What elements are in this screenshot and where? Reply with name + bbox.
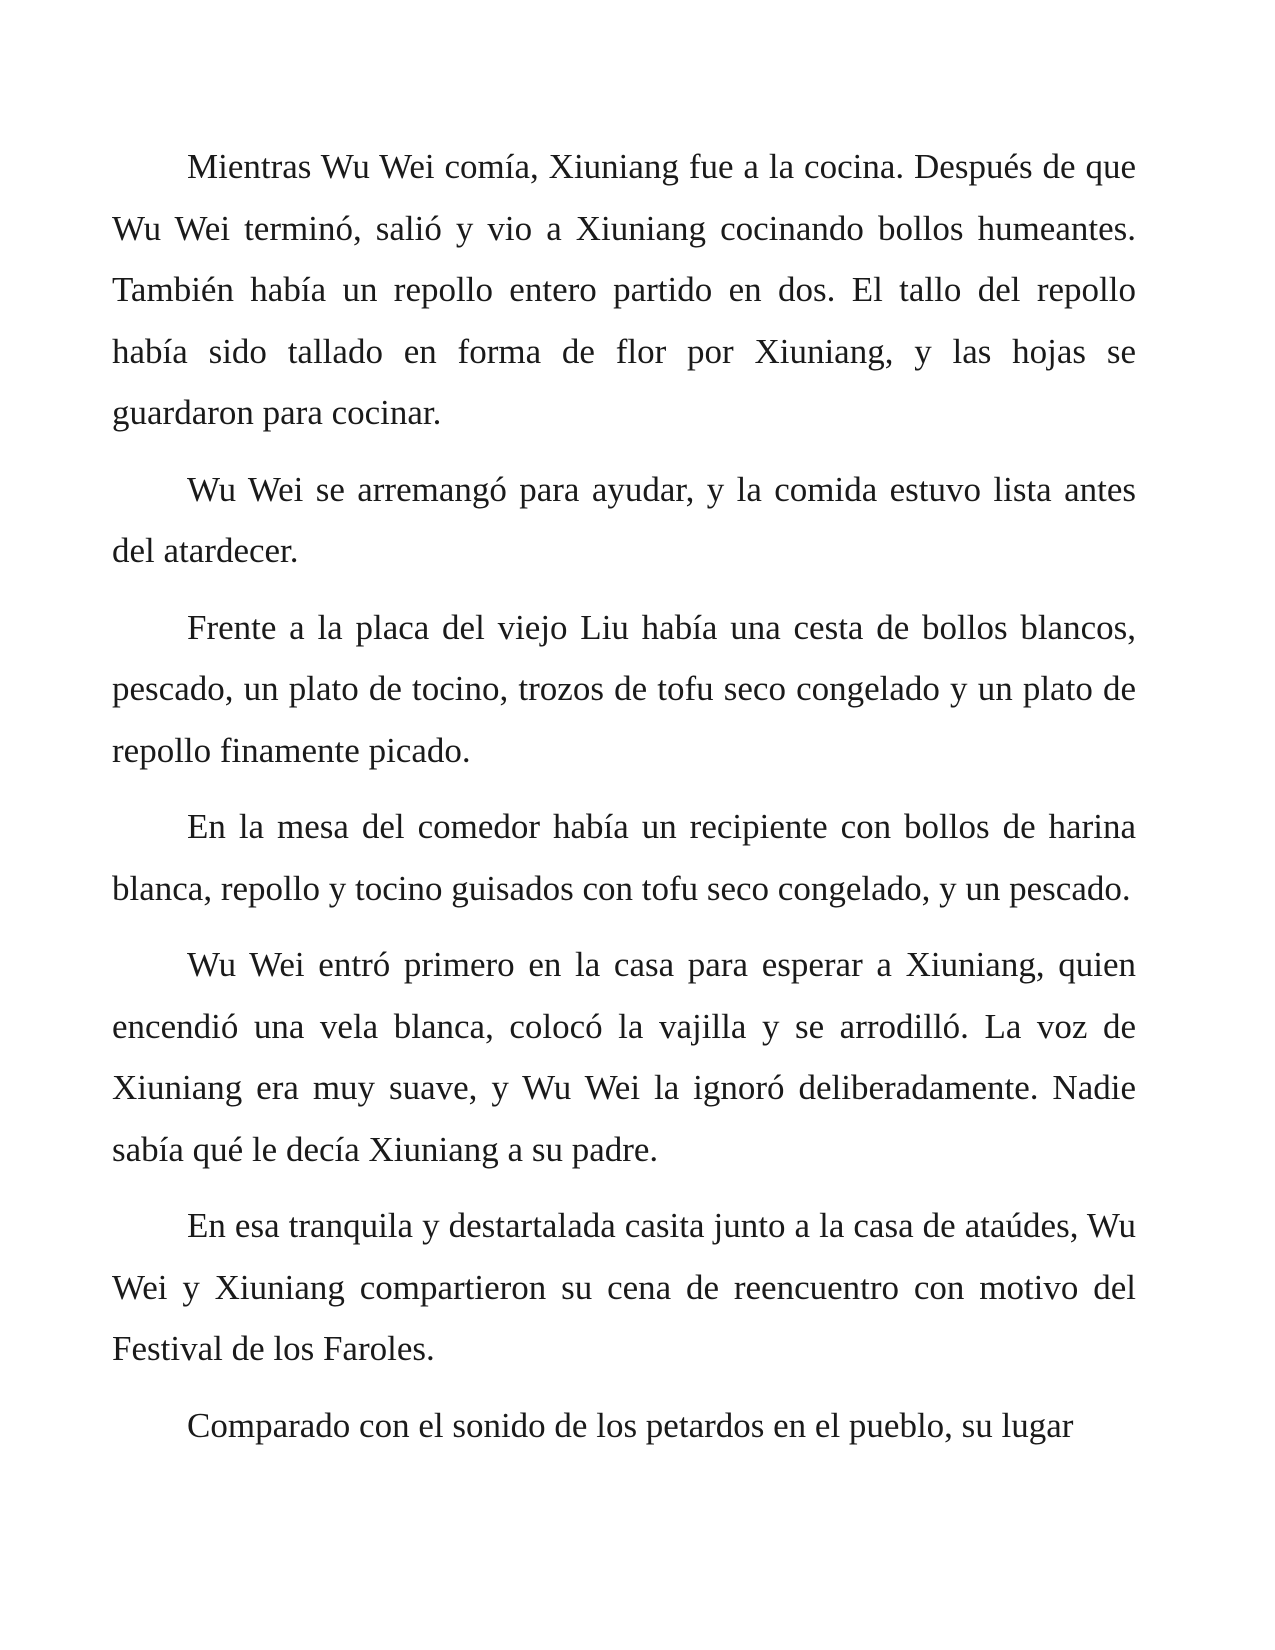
paragraph: En la mesa del comedor había un recipiente con bollos de harina blanca, repollo y tocino guisados con tofu seco congelado, y un pescado. [112,807,1136,908]
paragraph: Mientras Wu Wei comía, Xiuniang fue a la cocina. Después de que Wu Wei terminó, salió y vio a Xiuniang cocinando bollos humeantes. También había un repollo entero partido en dos. El tallo del repollo había sido tallado en forma de flor por Xiuniang, y las hojas se guardaron para cocinar. [112,147,1136,432]
paragraph: Wu Wei entró primero en la casa para esperar a Xiuniang, quien encendió una vela blanca, colocó la vajilla y se arrodilló. La voz de Xiuniang era muy suave, y Wu Wei la ignoró deliberadamente. Nadie sabía qué le decía Xiuniang a su padre. [112,945,1136,1169]
paragraph: En esa tranquila y destartalada casita junto a la casa de ataúdes, Wu Wei y Xiuniang compartieron su cena de reencuentro con motivo del Festival de los Faroles. [112,1206,1136,1368]
paragraph: Frente a la placa del viejo Liu había una cesta de bollos blancos, pescado, un plato de tocino, trozos de tofu seco congelado y un plato de repollo finamente picado. [112,607,1136,770]
document-page [112,136,1136,1471]
paragraph: Wu Wei se arremangó para ayudar, y la comida estuvo lista antes del atardecer. [112,469,1136,570]
paragraph: Comparado con el sonido de los petardos en el pueblo, su lugar [187,1405,1074,1445]
